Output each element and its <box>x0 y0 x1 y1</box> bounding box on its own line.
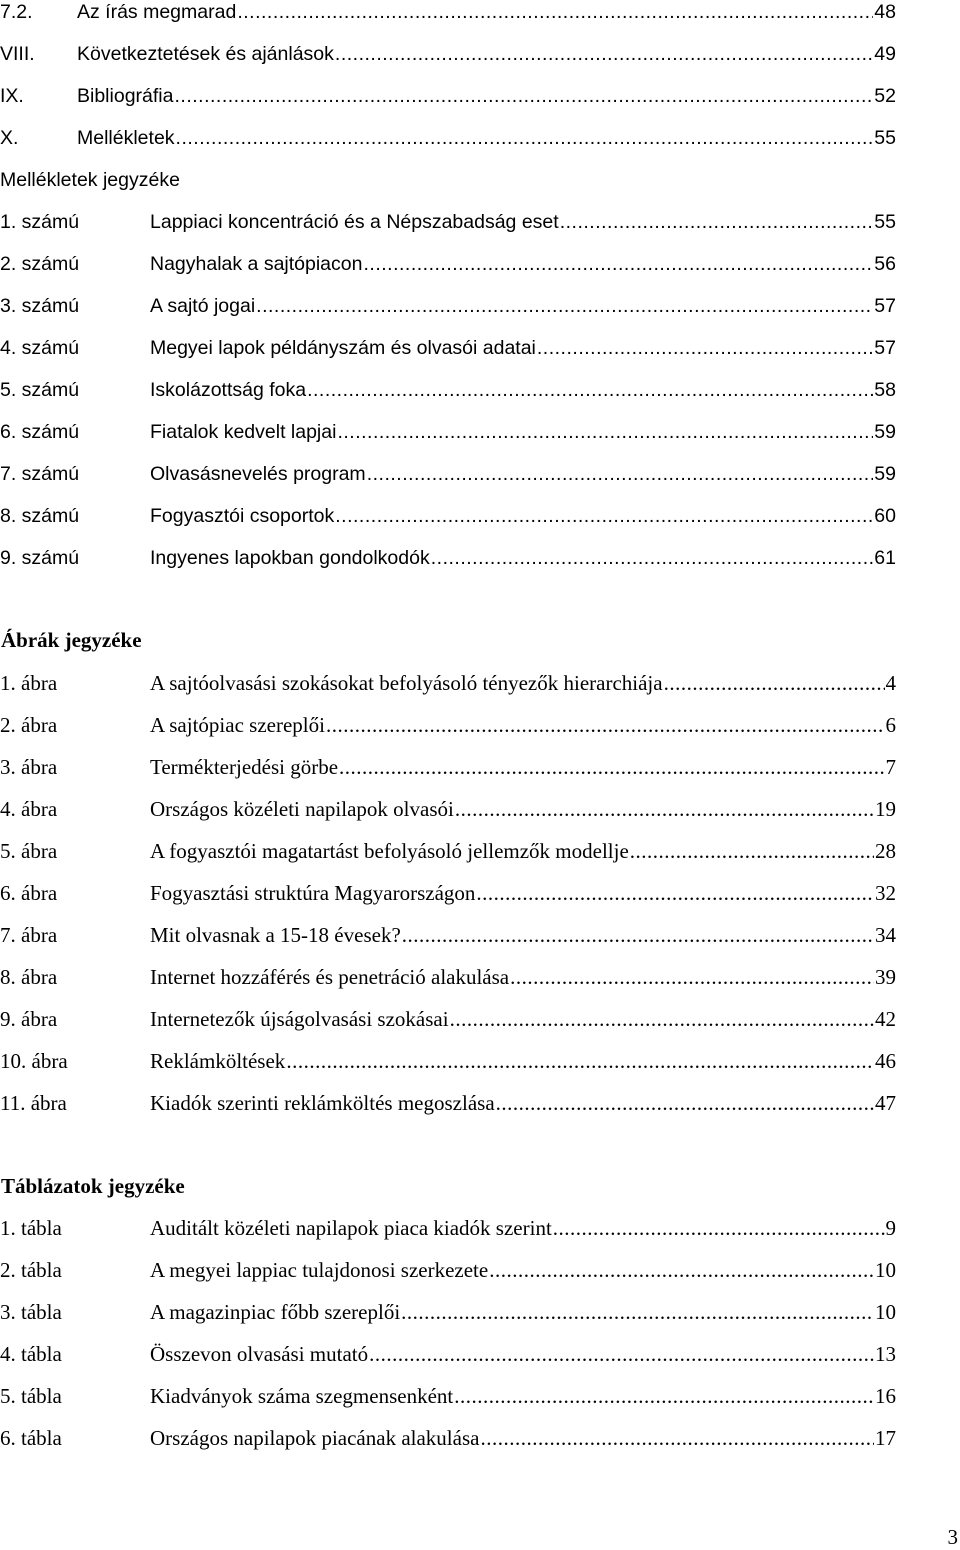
toc-entry-appendix[interactable] <box>0 332 896 364</box>
dot-leader <box>510 961 874 993</box>
toc-entry-title: Auditált közéleti napilapok piaca kiadók szerint <box>150 1216 552 1240</box>
toc-entry-page: 19 <box>875 797 896 821</box>
toc-entry-page: 47 <box>875 1091 896 1115</box>
toc-entry-page: 60 <box>874 505 896 527</box>
section-heading-text: Mellékletek jegyzéke <box>0 169 180 191</box>
toc-entry-table[interactable] <box>0 1212 896 1244</box>
toc-entry-number: 8. ábra <box>0 965 58 989</box>
toc-entry-chapter[interactable] <box>0 122 896 154</box>
toc-entry-page: 28 <box>875 839 896 863</box>
toc-entry-page: 42 <box>875 1007 896 1031</box>
toc-entry-page: 49 <box>874 43 896 65</box>
toc-entry-figure[interactable] <box>0 919 896 951</box>
toc-entry-appendix[interactable] <box>0 290 896 322</box>
toc-entry-chapter[interactable] <box>0 38 896 70</box>
dot-leader <box>286 1045 874 1077</box>
toc-entry-title: Termékterjedési görbe <box>150 755 339 779</box>
toc-entry-page: 59 <box>874 421 896 443</box>
dot-leader <box>307 374 873 406</box>
toc-entry-title: Nagyhalak a sajtópiacon <box>150 253 363 275</box>
toc-entry-page: 13 <box>875 1342 896 1366</box>
toc-entry-number: 2. tábla <box>0 1258 62 1282</box>
dot-leader <box>431 542 874 574</box>
toc-entry-title: Bibliográfia <box>77 85 174 107</box>
toc-entry-number: 4. ábra <box>0 797 58 821</box>
toc-entry-page: 39 <box>875 965 896 989</box>
toc-entry-title: A sajtó jogai <box>150 295 256 317</box>
toc-entry-page: 6 <box>885 713 896 737</box>
dot-leader <box>455 793 874 825</box>
toc-entry-page: 10 <box>875 1258 896 1282</box>
toc-entry-number: 9. ábra <box>0 1007 58 1031</box>
toc-entry-appendix[interactable] <box>0 248 896 280</box>
toc-entry-number: 2. számú <box>0 253 80 275</box>
section-heading-appendices <box>0 164 180 196</box>
toc-entry-figure[interactable] <box>0 751 896 783</box>
toc-entry-number: 3. tábla <box>0 1300 62 1324</box>
toc-entry-page: 10 <box>875 1300 896 1324</box>
dot-leader <box>450 1003 874 1035</box>
toc-entry-title: Fogyasztási struktúra Magyarországon <box>150 881 476 905</box>
toc-entry-table[interactable] <box>0 1422 896 1454</box>
dot-leader <box>476 877 874 909</box>
toc-entry-figure[interactable] <box>0 709 896 741</box>
toc-entry-figure[interactable] <box>0 1003 896 1035</box>
toc-entry-title: Olvasásnevelés program <box>150 463 366 485</box>
toc-entry-title: Mellékletek <box>77 127 175 149</box>
toc-entry-page: 59 <box>874 463 896 485</box>
dot-leader <box>630 835 874 867</box>
toc-entry-page: 46 <box>875 1049 896 1073</box>
toc-entry-figure[interactable] <box>0 1045 896 1077</box>
toc-entry-title: Ingyenes lapokban gondolkodók <box>150 547 430 569</box>
toc-entry-title: A magazinpiac főbb szereplői <box>150 1300 401 1324</box>
dot-leader <box>237 0 873 28</box>
toc-entry-title: A sajtópiac szereplői <box>150 713 325 737</box>
page-number: 3 <box>947 1525 958 1549</box>
dot-leader <box>537 332 873 364</box>
toc-entry-number: 10. ábra <box>0 1049 68 1073</box>
toc-entry-chapter[interactable] <box>0 80 896 112</box>
toc-entry-figure[interactable] <box>0 667 896 699</box>
toc-entry-number: 7. számú <box>0 463 80 485</box>
dot-leader <box>335 500 873 532</box>
toc-entry-page: 55 <box>874 127 896 149</box>
toc-entry-title: Mit olvasnak a 15-18 évesek? <box>150 923 401 947</box>
dot-leader <box>367 458 874 490</box>
toc-entry-title: Kiadók szerinti reklámköltés megoszlása <box>150 1091 495 1115</box>
toc-entry-number: 5. ábra <box>0 839 58 863</box>
dot-leader <box>560 206 874 238</box>
toc-entry-number: X. <box>0 127 19 149</box>
toc-entry-title: Összevon olvasási mutató <box>150 1342 369 1366</box>
toc-entry-number: 1. tábla <box>0 1216 62 1240</box>
toc-entry-number: 11. ábra <box>0 1091 67 1115</box>
toc-entry-number: VIII. <box>0 43 35 65</box>
toc-entry-figure[interactable] <box>0 835 896 867</box>
toc-entry-number: 4. számú <box>0 337 80 359</box>
toc-entry-number: 3. ábra <box>0 755 58 779</box>
dot-leader <box>174 80 873 112</box>
toc-entry-title: Kiadványok száma szegmensenként <box>150 1384 454 1408</box>
toc-entry-number: 6. ábra <box>0 881 58 905</box>
toc-entry-title: Fiatalok kedvelt lapjai <box>150 421 337 443</box>
toc-entry-title: A fogyasztói magatartást befolyásoló jellemzők modellje <box>150 839 629 863</box>
toc-entry-page: 58 <box>874 379 896 401</box>
dot-leader <box>664 667 885 699</box>
section-heading-tables: Táblázatok jegyzéke <box>1 1174 185 1198</box>
toc-entry-number: 1. ábra <box>0 671 58 695</box>
toc-entry-number: 7.2. <box>0 1 33 23</box>
dot-leader <box>496 1087 874 1119</box>
toc-entry-page: 32 <box>875 881 896 905</box>
toc-entry-page: 16 <box>875 1384 896 1408</box>
dot-leader <box>553 1212 885 1244</box>
dot-leader <box>363 248 873 280</box>
dot-leader <box>176 122 874 154</box>
toc-entry-page: 56 <box>874 253 896 275</box>
toc-entry-title: Reklámköltések <box>150 1049 286 1073</box>
toc-entry-page: 17 <box>875 1426 896 1450</box>
toc-entry-appendix[interactable] <box>0 374 896 406</box>
toc-entry-page: 9 <box>885 1216 896 1240</box>
toc-entry-title: Internet hozzáférés és penetráció alakulása <box>150 965 510 989</box>
toc-entry-page: 55 <box>874 211 896 233</box>
toc-entry-number: 7. ábra <box>0 923 58 947</box>
toc-entry-number: IX. <box>0 85 24 107</box>
toc-entry-page: 7 <box>885 755 896 779</box>
toc-entry-page: 48 <box>874 1 896 23</box>
toc-entry-figure[interactable] <box>0 1087 896 1119</box>
dot-leader <box>337 416 873 448</box>
dot-leader <box>454 1380 874 1412</box>
toc-entry-appendix[interactable] <box>0 416 896 448</box>
toc-entry-table[interactable] <box>0 1380 896 1412</box>
toc-entry-title: Fogyasztói csoportok <box>150 505 335 527</box>
toc-entry-figure[interactable] <box>0 961 896 993</box>
toc-entry-title: Országos napilapok piacának alakulása <box>150 1426 480 1450</box>
toc-entry-title: Következtetések és ajánlások <box>77 43 334 65</box>
toc-entry-appendix[interactable] <box>0 206 896 238</box>
toc-entry-table[interactable] <box>0 1338 896 1370</box>
toc-entry-number: 3. számú <box>0 295 80 317</box>
dot-leader <box>369 1338 874 1370</box>
toc-entry-number: 2. ábra <box>0 713 58 737</box>
dot-leader <box>401 1296 874 1328</box>
dot-leader <box>339 751 884 783</box>
toc-entry-number: 4. tábla <box>0 1342 62 1366</box>
toc-entry-page: 34 <box>875 923 896 947</box>
toc-entry-title: Országos közéleti napilapok olvasói <box>150 797 454 821</box>
toc-entry-number: 9. számú <box>0 547 80 569</box>
dot-leader <box>326 709 885 741</box>
toc-entry-appendix[interactable] <box>0 458 896 490</box>
toc-entry-title: Megyei lapok példányszám és olvasói adatai <box>150 337 536 359</box>
dot-leader <box>402 919 874 951</box>
toc-entry-number: 1. számú <box>0 211 80 233</box>
toc-entry-number: 5. számú <box>0 379 80 401</box>
toc-entry-title: A sajtóolvasási szokásokat befolyásoló tényezők hierarchiája <box>150 671 663 695</box>
toc-entry-appendix[interactable] <box>0 542 896 574</box>
toc-entry-title: Iskolázottság foka <box>150 379 307 401</box>
section-heading-figures: Ábrák jegyzéke <box>1 628 142 652</box>
toc-entry-figure[interactable] <box>0 793 896 825</box>
toc-entry-title: A megyei lappiac tulajdonosi szerkezete <box>150 1258 489 1282</box>
toc-entry-title: Lappiaci koncentráció és a Népszabadság eset <box>150 211 559 233</box>
dot-leader <box>489 1254 874 1286</box>
toc-entry-title: Az írás megmarad <box>77 1 237 23</box>
dot-leader <box>335 38 873 70</box>
toc-entry-number: 6. számú <box>0 421 80 443</box>
toc-entry-table[interactable] <box>0 1296 896 1328</box>
toc-entry-page: 4 <box>885 671 896 695</box>
toc-entry-page: 52 <box>874 85 896 107</box>
toc-entry-figure[interactable] <box>0 877 896 909</box>
toc-entry-chapter[interactable] <box>0 0 896 28</box>
dot-leader <box>480 1422 874 1454</box>
toc-entry-table[interactable] <box>0 1254 896 1286</box>
toc-entry-page: 61 <box>874 547 896 569</box>
toc-entry-number: 5. tábla <box>0 1384 62 1408</box>
toc-entry-page: 57 <box>874 295 896 317</box>
toc-entry-appendix[interactable] <box>0 500 896 532</box>
toc-entry-number: 6. tábla <box>0 1426 62 1450</box>
toc-entry-page: 57 <box>874 337 896 359</box>
dot-leader <box>256 290 873 322</box>
toc-entry-title: Internetezők újságolvasási szokásai <box>150 1007 449 1031</box>
toc-entry-number: 8. számú <box>0 505 80 527</box>
